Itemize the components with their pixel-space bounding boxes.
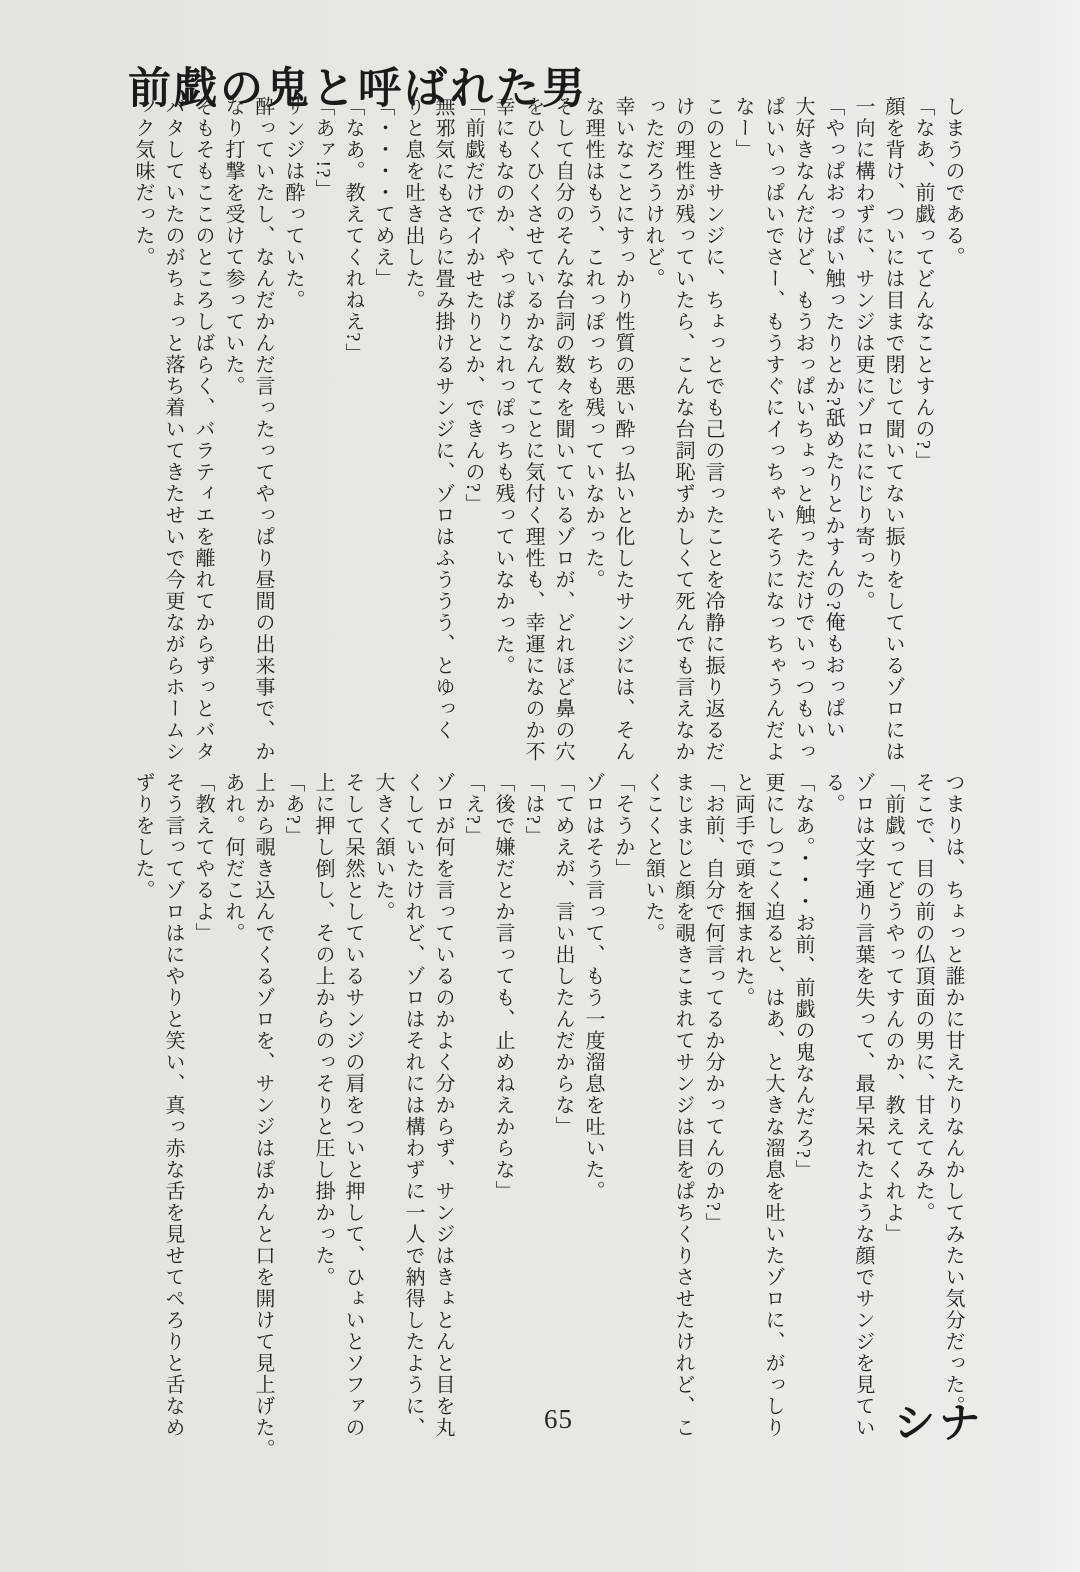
text-column: 幸いなことにすっかり性質の悪い酔っ払いと化したサンジには、そん [612,96,634,763]
text-column: 「あ?」 [282,772,304,847]
text-column: そして自分のそんな台詞の数々を聞いているゾロが、どれほど鼻の穴 [552,96,574,763]
text-column: そして呆然としているサンジの肩をついと押して、ひょいとソファの [342,772,364,1439]
text-column: 「なあ、前戯ってどんなことすんの?」 [912,96,934,472]
text-column: 一向に構わずに、サンジは更にゾロににじり寄った。 [852,96,874,612]
author-credit: シナ [894,1400,984,1446]
text-column: 「教えてやるよ」 [192,772,214,944]
text-column: しまうのである。 [942,96,964,268]
text-column: 「お前、自分で何言ってるか分かってんのか?」 [702,772,724,1234]
text-column: 上に押し倒し、その上からのっそりと圧し掛かった。 [312,772,334,1288]
text-column: 「は?」 [522,772,544,847]
text-column: っただろうけれど。 [642,96,664,290]
text-column: そう言ってゾロはにやりと笑い、真っ赤な舌を見せてぺろりと舌なめ [162,772,184,1439]
text-column: けの理性が残っていたら、こんな台詞恥ずかしくて死んでも言えなか [672,96,694,763]
text-column: な理性はもう、これっぽっちも残っていなかった。 [582,96,604,591]
text-column: くしていたけれど、ゾロはそれには構わずに一人で納得したように、 [402,772,424,1439]
text-column: ゾロが何を言っているのかよく分からず、サンジはきょとんと目を丸 [432,772,454,1439]
text-column: りと息を吐き出した。 [402,96,424,311]
text-column: 上から覗き込んでくるゾロを、サンジはぽかんと口を開けて見上げた。 [252,772,274,1460]
text-column: 無邪気にもさらに畳み掛けるサンジに、ゾロはふううう、とゆっく [432,96,454,741]
text-column: ずりをした。 [132,772,154,901]
text-column: なり打撃を受けて参っていた。 [222,96,244,397]
text-column: 幸にもなのか、やっぱりこれっぽっちも残っていなかった。 [492,96,514,677]
text-column: ぱいいっぱいでさー、もうすぐにイっちゃいそうになっちゃうんだよ [762,96,784,763]
text-column: 「後で嫌だとか言っても、止めねえからな」 [492,772,514,1202]
text-column: なー」 [732,96,754,161]
text-column: 「なあ。・・・お前、前戯の鬼なんだろ?」 [792,772,814,1181]
text-column: 「え?」 [462,772,484,847]
text-column: あれ。何だこれ。 [222,772,244,944]
text-column: つまりは、ちょっと誰かに甘えたりなんかしてみたい気分だった。 [942,772,964,1417]
text-column: をひくひくさせているかなんてことに気付く理性も、幸運になのか不 [522,96,544,763]
text-column: 「てめえが、言い出したんだからな」 [552,772,574,1138]
text-column: 酔っていたし、なんだかんだ言ったってやっぱり昼間の出来事で、か [252,96,274,763]
text-column: 「あァ!?」 [312,96,334,201]
text-column: 「前戯だけでイかせたりとか、できんの?」 [462,96,484,515]
text-column: 「なあ。教えてくれねえ?」 [342,96,364,365]
text-column: 更にしつこく迫ると、はあ、と大きな溜息を吐いたゾロに、がっしり [762,772,784,1439]
text-column: そこで、目の前の仏頂面の男に、甘えてみた。 [912,772,934,1224]
text-column: と両手で頭を掴まれた。 [732,772,754,1009]
top-text-block [126,96,968,778]
text-column: くこくと頷いた。 [642,772,664,944]
page-number: 65 [544,1404,573,1434]
text-column: ック気味だった。 [132,96,154,268]
text-column: まじまじと顔を覗きこまれてサンジは目をぱちくりさせたけれど、こ [672,772,694,1439]
text-column: 「そうか」 [612,772,634,880]
text-column: サンジは酔っていた。 [282,96,304,311]
text-column: 「・・・・てめえ」 [372,96,394,290]
text-column: そもそもここのところしばらく、バラティエを離れてからずっとバタ [192,96,214,763]
text-column: 大好きなんだけど、もうおっぱいちょっと触っただけでいっつもいっ [792,96,814,763]
text-column: このときサンジに、ちょっとでも己の言ったことを冷静に振り返るだ [702,96,724,763]
text-column: 「やっぱおっぱい触ったりとか?舐めたりとかすんの?俺もおっぱい [822,96,844,741]
bottom-text-block [126,772,968,1460]
text-column: る。 [822,772,844,815]
text-column: 顔を背け、ついには目まで閉じて聞いてない振りをしているゾロには [882,96,904,763]
text-column: 「前戯ってどうやってすんのか、教えてくれよ」 [882,772,904,1245]
text-column: ゾロはそう言って、もう一度溜息を吐いた。 [582,772,604,1202]
text-column: バタしていたのがちょっと落ち着いてきたせいで今更ながらホームシ [162,96,184,763]
page-title: 前戯の鬼と呼ばれた男 [128,64,588,113]
text-column: 大きく頷いた。 [372,772,394,923]
text-column: ゾロは文字通り言葉を失って、最早呆れたような顔でサンジを見てい [852,772,874,1439]
